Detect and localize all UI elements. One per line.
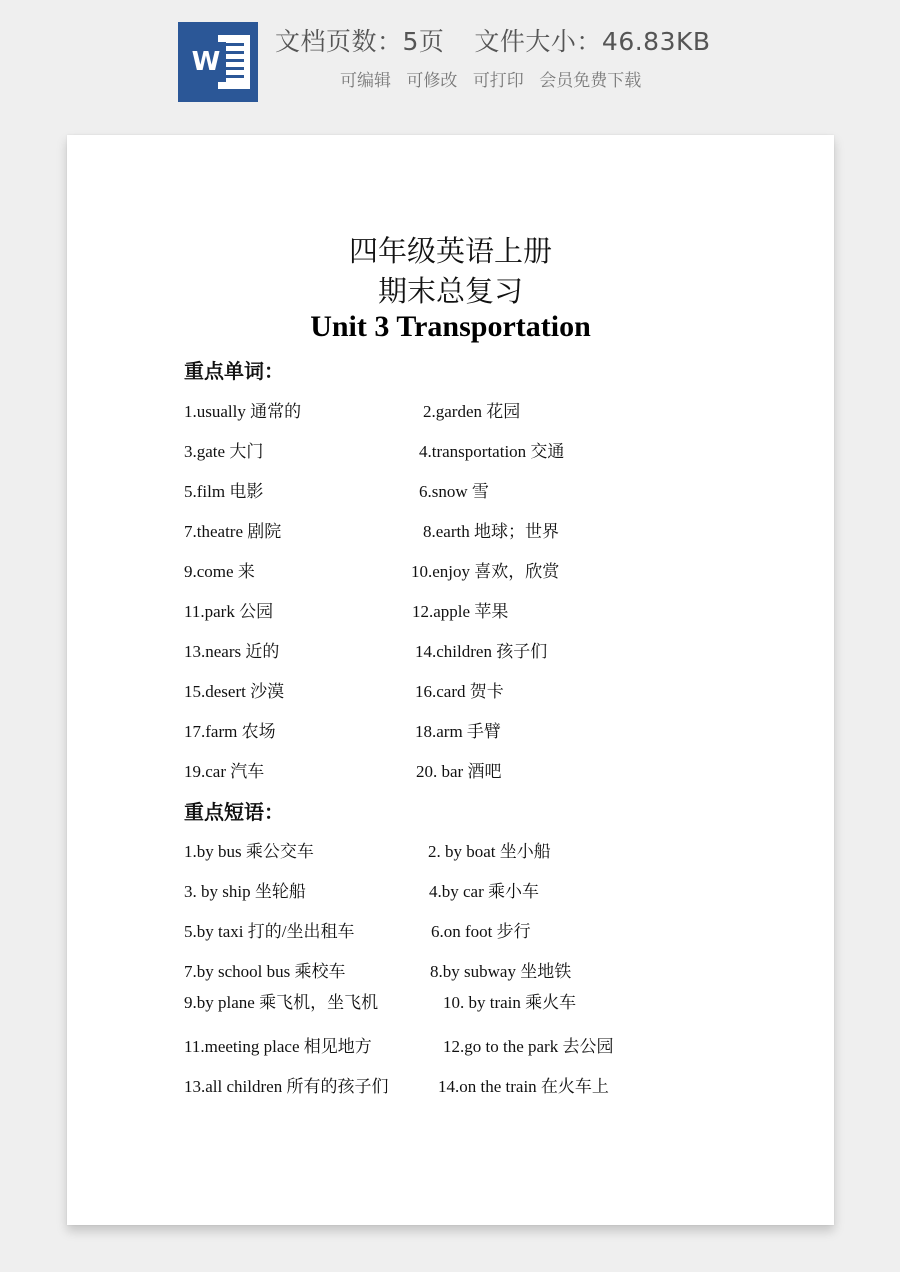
phrase-item: 3. by ship 坐轮船: [184, 882, 306, 901]
phrase-item: 12.go to the park 去公园: [443, 1037, 614, 1056]
word-item: 17.farm 农场: [184, 722, 276, 741]
word-item: 2.garden 花园: [423, 402, 521, 421]
word-item: 19.car 汽车: [184, 762, 265, 781]
phrase-item: 7.by school bus 乘校车: [184, 962, 346, 981]
phrase-item: 9.by plane 乘飞机，坐飞机: [184, 993, 379, 1012]
phrase-item: 2. by boat 坐小船: [428, 842, 551, 861]
phrase-item: 8.by subway 坐地铁: [430, 962, 572, 981]
tag-editable: 可编辑: [340, 71, 391, 91]
document-subtitle: 期末总复习: [377, 274, 523, 308]
phrase-item: 14.on the train 在火车上: [438, 1077, 609, 1096]
word-item: 5.film 电影: [184, 482, 264, 501]
word-item: 1.usually 通常的: [184, 402, 302, 421]
word-document-icon: [178, 22, 258, 102]
page-count: 文档页数：5页: [275, 27, 445, 56]
phrase-item: 13.all children 所有的孩子们: [184, 1077, 389, 1096]
phrase-item: 6.on foot 步行: [431, 922, 531, 941]
phrase-item: 11.meeting place 相见地方: [184, 1037, 372, 1056]
file-size: 文件大小：46.83KB: [474, 27, 711, 56]
word-item: 20. bar 酒吧: [416, 762, 502, 781]
phrase-item: 5.by taxi 打的/坐出租车: [184, 922, 355, 941]
phrases-heading: 重点短语：: [184, 800, 284, 824]
word-item: 8.earth 地球；世界: [423, 522, 559, 541]
unit-title: Unit 3 Transportation: [310, 310, 591, 343]
phrase-item: 10. by train 乘火车: [443, 993, 577, 1012]
word-item: 15.desert 沙漠: [184, 682, 285, 701]
tag-free-download: 会员免费下载: [539, 71, 642, 91]
document-title: 四年级英语上册: [348, 234, 552, 268]
word-item: 7.theatre 剧院: [184, 522, 282, 541]
word-item: 3.gate 大门: [184, 442, 264, 461]
word-item: 6.snow 雪: [419, 482, 489, 501]
word-item: 9.come 来: [184, 562, 255, 581]
word-icon-letter: W: [186, 42, 226, 82]
word-item: 13.nears 近的: [184, 642, 280, 661]
word-item: 10.enjoy 喜欢，欣赏: [411, 562, 560, 581]
tag-modifiable: 可修改: [406, 71, 458, 91]
document-info-banner: [0, 0, 900, 118]
tag-printable: 可打印: [472, 71, 524, 91]
phrase-item: 4.by car 乘小车: [429, 882, 540, 901]
word-item: 4.transportation 交通: [419, 442, 565, 461]
word-item: 14.children 孩子们: [415, 642, 548, 661]
word-item: 11.park 公园: [184, 602, 274, 621]
words-heading: 重点单词：: [184, 359, 284, 383]
word-item: 16.card 贺卡: [415, 682, 504, 701]
document-stats: [275, 22, 711, 58]
document-page: [67, 135, 834, 1225]
document-tags: [340, 66, 651, 91]
phrase-item: 1.by bus 乘公交车: [184, 842, 314, 861]
word-item: 12.apple 苹果: [412, 602, 509, 621]
word-item: 18.arm 手臂: [415, 722, 501, 741]
